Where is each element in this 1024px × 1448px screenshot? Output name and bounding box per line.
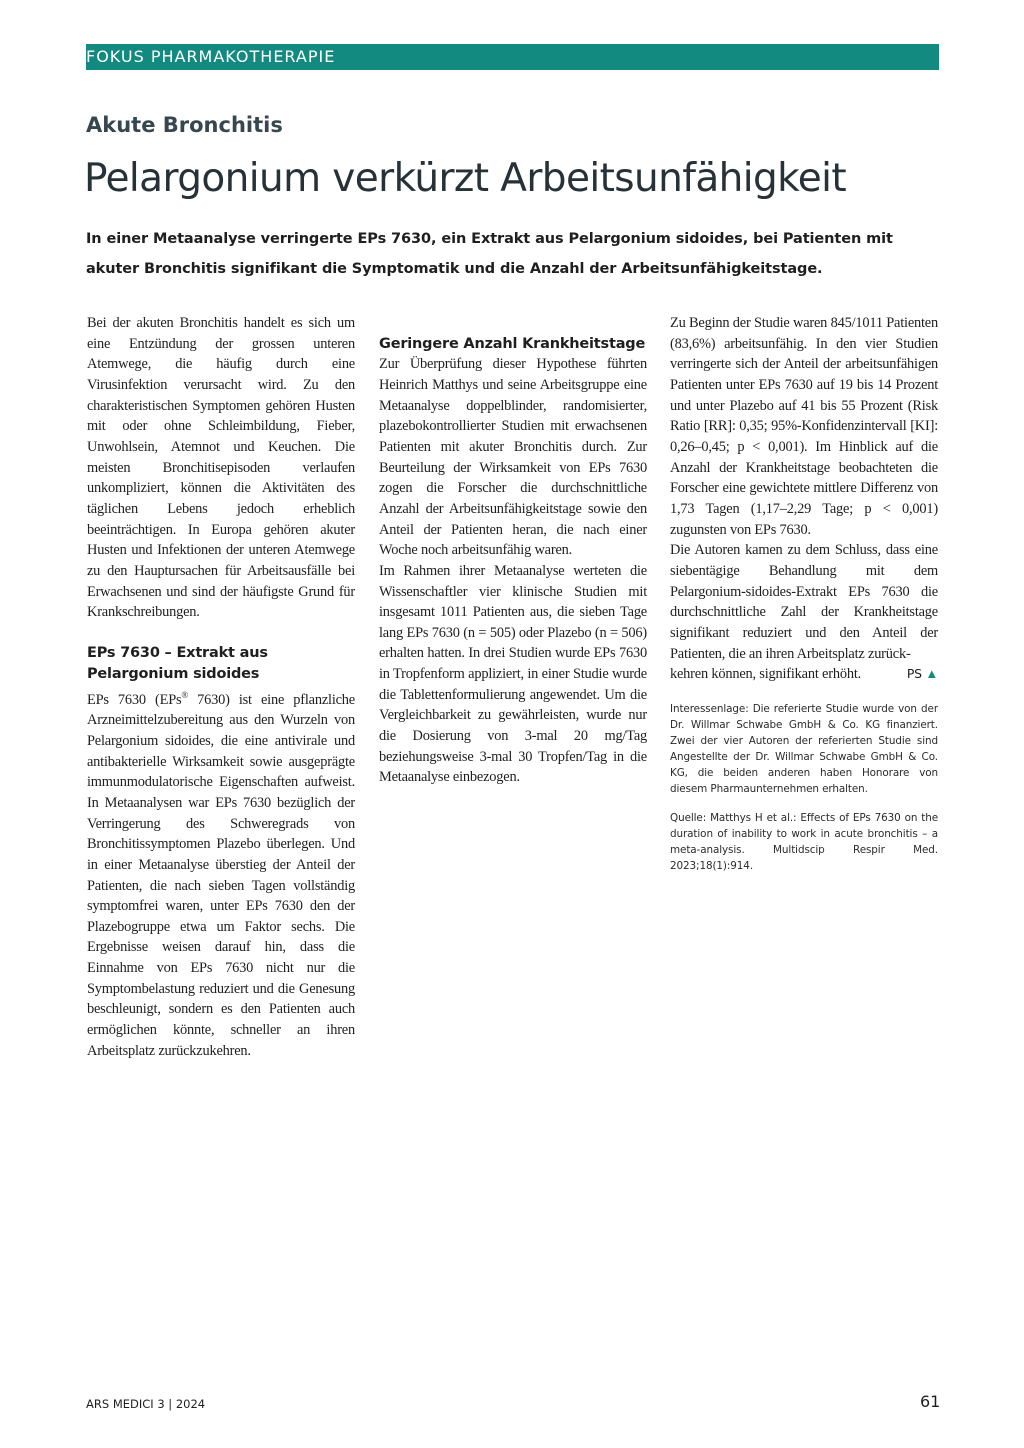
- section-banner: [86, 44, 939, 70]
- article-kicker: Akute Bronchitis: [86, 113, 283, 137]
- page-number: 61: [920, 1392, 941, 1411]
- conclusion-end: kehren können, signifikant erhöht.: [670, 666, 862, 683]
- paragraph-eps7630: EPs 7630 (EPs® 7630) ist eine pflanzliche Arzneimittelzubereitung aus den Wurzeln von Pelargonium sidoides, die eine antivirale und antibakterielle Wirksamkeit sowie ausgeprägte immunmodulatorische Eigenschaften aufweist. In Metaanalysen war EPs 7630 bezüglich der Verringerung des Schweregrads von Bronchitissymptomen Plazebo überlegen. Und in einer Metaanalyse überstieg der Anteil der Patienten, die nach sieben Tagen vollständig symptomfrei waren, unter EPs 7630 den der Plazebogruppe etwa um Faktor sechs. Die Ergebnisse weisen darauf hin, dass die Einnahme von EPs 7630 nicht nur die Symptombelastung reduziert und die Genesung beschleunigt, sondern es den Patienten auch ermöglichen könnte, schneller an ihren Arbeitsplatz zurückzukehren.: [87, 689, 355, 1059]
- author-signature: PS ▲: [906, 666, 938, 682]
- end-triangle-icon: ▲: [925, 666, 938, 682]
- article-title: Pelargonium verkürzt Arbeitsunfähigkeit: [84, 156, 847, 201]
- column-1: [87, 313, 355, 1061]
- column-2: [379, 313, 647, 788]
- conclusion-last-line: [670, 664, 938, 685]
- paragraph-studies: Im Rahmen ihrer Metaanalyse werteten die Wissenschaftler vier klinische Studien mit insgesamt 1011 Patienten aus, die sieben Tage lang EPs 7630 (n = 505) oder Plazebo (n = 506) erhalten hatten. In drei Studien wurde EPs 7630 in Tropfenform appliziert, in einer Studie wurde die Tablettenformulierung angewendet. Um die Vergleichbarkeit zu gewährleisten, wurde nur die Dosierung von 3-mal 20 mg/Tag beziehungsweise 3-mal 30 Tropfen/Tag in die Metaanalyse einbezogen.: [379, 562, 647, 786]
- column-3: [670, 313, 938, 874]
- subheading-eps7630: EPs 7630 – Extrakt aus Pelargonium sidoides: [87, 645, 268, 683]
- source-note: Quelle: Matthys H et al.: Effects of EPs 7630 on the duration of inability to work in acute bronchitis – a meta-analysis. Multidscip Respir Med. 2023;18(1):914.: [670, 811, 938, 872]
- article-lead: In einer Metaanalyse verringerte EPs 7630, ein Extrakt aus Pelargonium sidoides, bei Patienten mit akuter Bronchitis signifikant die Symptomatik und die Anzahl der Arbeitsunfähigkeitstage.: [86, 231, 893, 277]
- journal-issue: ARS MEDICI 3 | 2024: [86, 1397, 206, 1411]
- registered-mark: ®: [181, 689, 189, 700]
- section-label: FOKUS PHARMAKOTHERAPIE: [86, 47, 336, 66]
- paragraph-hypothesis: Zur Überprüfung dieser Hypothese führten Heinrich Matthys und seine Arbeitsgruppe eine Metaanalyse doppelblinder, randomisierter, plazebokontrollierter Studien mit erwachsenen Patienten mit akuter Bronchitis durch. Zur Beurteilung der Wirksamkeit von EPs 7630 zogen die Forscher die durchschnittliche Anzahl der Arbeitsunfähigkeitstage sowie den Anteil der Patienten heran, die nach einer Woche noch arbeitsunfähig waren.: [379, 356, 647, 559]
- paragraph-results: Zu Beginn der Studie waren 845/1011 Patienten (83,6%) arbeitsunfähig. In den vier Studien verringerte sich der Anteil der arbeitsunfähigen Patienten unter EPs 7630 auf 19 bis 14 Prozent und unter Plazebo auf 41 bis 55 Prozent (Risk Ratio [RR]: 0,35; 95%-Konfidenzintervall [KI]: 0,26–0,45; p < 0,001). Im Hinblick auf die Anzahl der Krankheitstage beobachteten die Forscher eine gewichtete mittlere Differenz von 1,73 Tagen (1,17–2,29 Tage; p < 0,001) zugunsten von EPs 7630.: [670, 315, 938, 538]
- interest-note: Interessenlage: Die referierte Studie wurde von der Dr. Willmar Schwabe GmbH & Co. KG finanziert. Zwei der vier Autoren der referierten Studie sind Angestellte der Dr. Willmar Schwabe GmbH & Co. KG, die beiden anderen haben Honorare von diesem Pharmaunternehmen erhalten.: [670, 702, 938, 795]
- paragraph-intro: Bei der akuten Bronchitis handelt es sich um eine Entzündung der grossen unteren Atemwege, die häufig durch eine Virusinfektion verursacht wird. Zu den charakteristischen Symptomen gehören Husten mit oder ohne Schleimbildung, Fieber, Unwohlsein, Atemnot und Keuchen. Die meisten Bronchitisepisoden verlaufen unkompliziert, können die Aktivitäten des täglichen Lebens jedoch erheblich beeinträchtigen. In Europa gehören akuter Husten und Infektionen der unteren Atemwege zu den Hauptursachen für Arbeitsausfälle bei Erwachsenen und sind der häufigste Grund für Krankschreibungen.: [87, 315, 355, 621]
- subheading-krankheitstage: Geringere Anzahl Krankheitstage: [379, 335, 646, 352]
- paragraph-conclusion: Die Autoren kamen zu dem Schluss, dass eine siebentägige Behandlung mit dem Pelargonium-sidoides-Extrakt EPs 7630 die durchschnittliche Zahl der Krankheitstage signifikant reduziert und den Anteil der Patienten, die an ihren Arbeitsplatz zurück-: [670, 542, 938, 662]
